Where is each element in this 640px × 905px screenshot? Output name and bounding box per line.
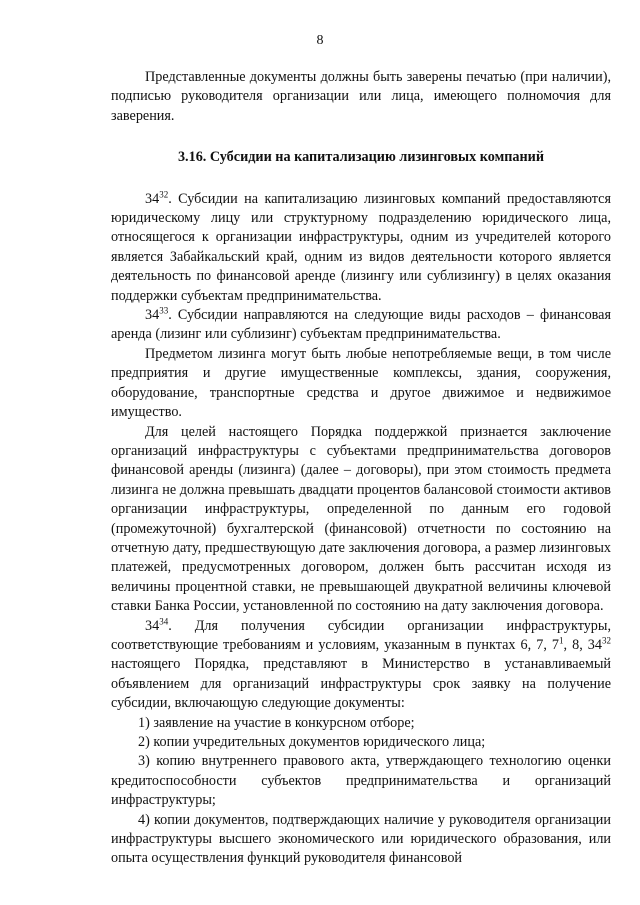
paragraph-number: 34	[145, 617, 160, 634]
list-item: 2) копии учредительных документов юридического лица;	[138, 734, 486, 750]
paragraph-leasing-subject: Предметом лизинга могут быть любые непотребляемые вещи, в том числе предприятия и другие имущественные комплексы, здания, сооружения, оборудование, транспортные средства и другое движимое и недвижимое имущество.	[111, 345, 611, 421]
paragraph-superscript: 32	[602, 635, 611, 646]
paragraph-number: 34	[145, 190, 160, 207]
paragraph-superscript: 33	[159, 305, 169, 316]
paragraph-34-32	[111, 190, 611, 306]
document-body	[111, 68, 611, 869]
paragraph-text: . Субсидии направляются на следующие виды расходов – финансовая аренда (лизинг или сублизинг) субъектам предпринимательства.	[111, 307, 611, 343]
paragraph-support-definition: Для целей настоящего Порядка поддержкой признается заключение организаций инфраструктуры с субъектами предпринимательства договоров финансовой аренды (лизинга) (далее – договоры), при этом стоимость предмета лизинга не должна превышать двадцати процентов балансовой стоимости активов организации инфраструктуры, определенной по данным его годовой (промежуточной) бухгалтерской (финансовой) отчетности по состоянию на отчетную дату, предшествующую дате заключения договора, а размер лизинговых платежей, предусмотренных договором, должен быть рассчитан исходя из величины процентной ставки, не превышающей двукратной величины ключевой ставки Банка России, установленной по состоянию на дату заключения договора.	[111, 423, 611, 615]
paragraph-text: . Субсидии на капитализацию лизинговых компаний предоставляются юридическому лицу или структурному подразделению юридического лица, относящегося к организации инфраструктуры, одним из учредителей которого является Забайкальский край, одним из видов деятельности которого является деятельность по финансовой аренде (лизингу или сублизингу) в целях оказания поддержки субъектам предпринимательства.	[111, 190, 611, 304]
paragraph-superscript: 32	[159, 188, 169, 199]
list-item: 1) заявление на участие в конкурсном отборе;	[138, 714, 415, 731]
page-number: 8	[316, 33, 324, 48]
paragraph-34-34	[111, 617, 611, 714]
paragraph-number: 34	[145, 307, 160, 324]
list-item: 3) копию внутреннего правового акта, утверждающего технологию оценки кредитоспособности субъектов предпринимательства и организаций инфраструктуры;	[111, 753, 611, 809]
paragraph-superscript: 34	[159, 615, 169, 626]
paragraph-superscript: 1	[559, 635, 564, 646]
paragraph-34-33	[111, 306, 611, 345]
list-item: 4) копии документов, подтверждающих наличие у руководителя организации инфраструктуры высшего экономического или юридического образования, или опыта осуществления функций руководителя финансовой	[111, 811, 611, 867]
paragraph-text: . Для получения субсидии организации инфраструктуры, соответствующие требованиям и условиям, указанным в пунктах 6, 7, 7	[111, 617, 611, 653]
paragraph-text: , 8, 34	[563, 636, 602, 653]
paragraph-text: настоящего Порядка, представляют в Министерство в устанавливаемый объявлением для организаций инфраструктуры срок заявку на получение субсидии, включающую следующие документы:	[111, 656, 611, 712]
intro-paragraph: Представленные документы должны быть заверены печатью (при наличии), подписью руководителя организации или лица, имеющего полномочия для заверения.	[111, 69, 611, 124]
section-heading: 3.16. Субсидии на капитализацию лизинговых компаний	[177, 149, 545, 166]
